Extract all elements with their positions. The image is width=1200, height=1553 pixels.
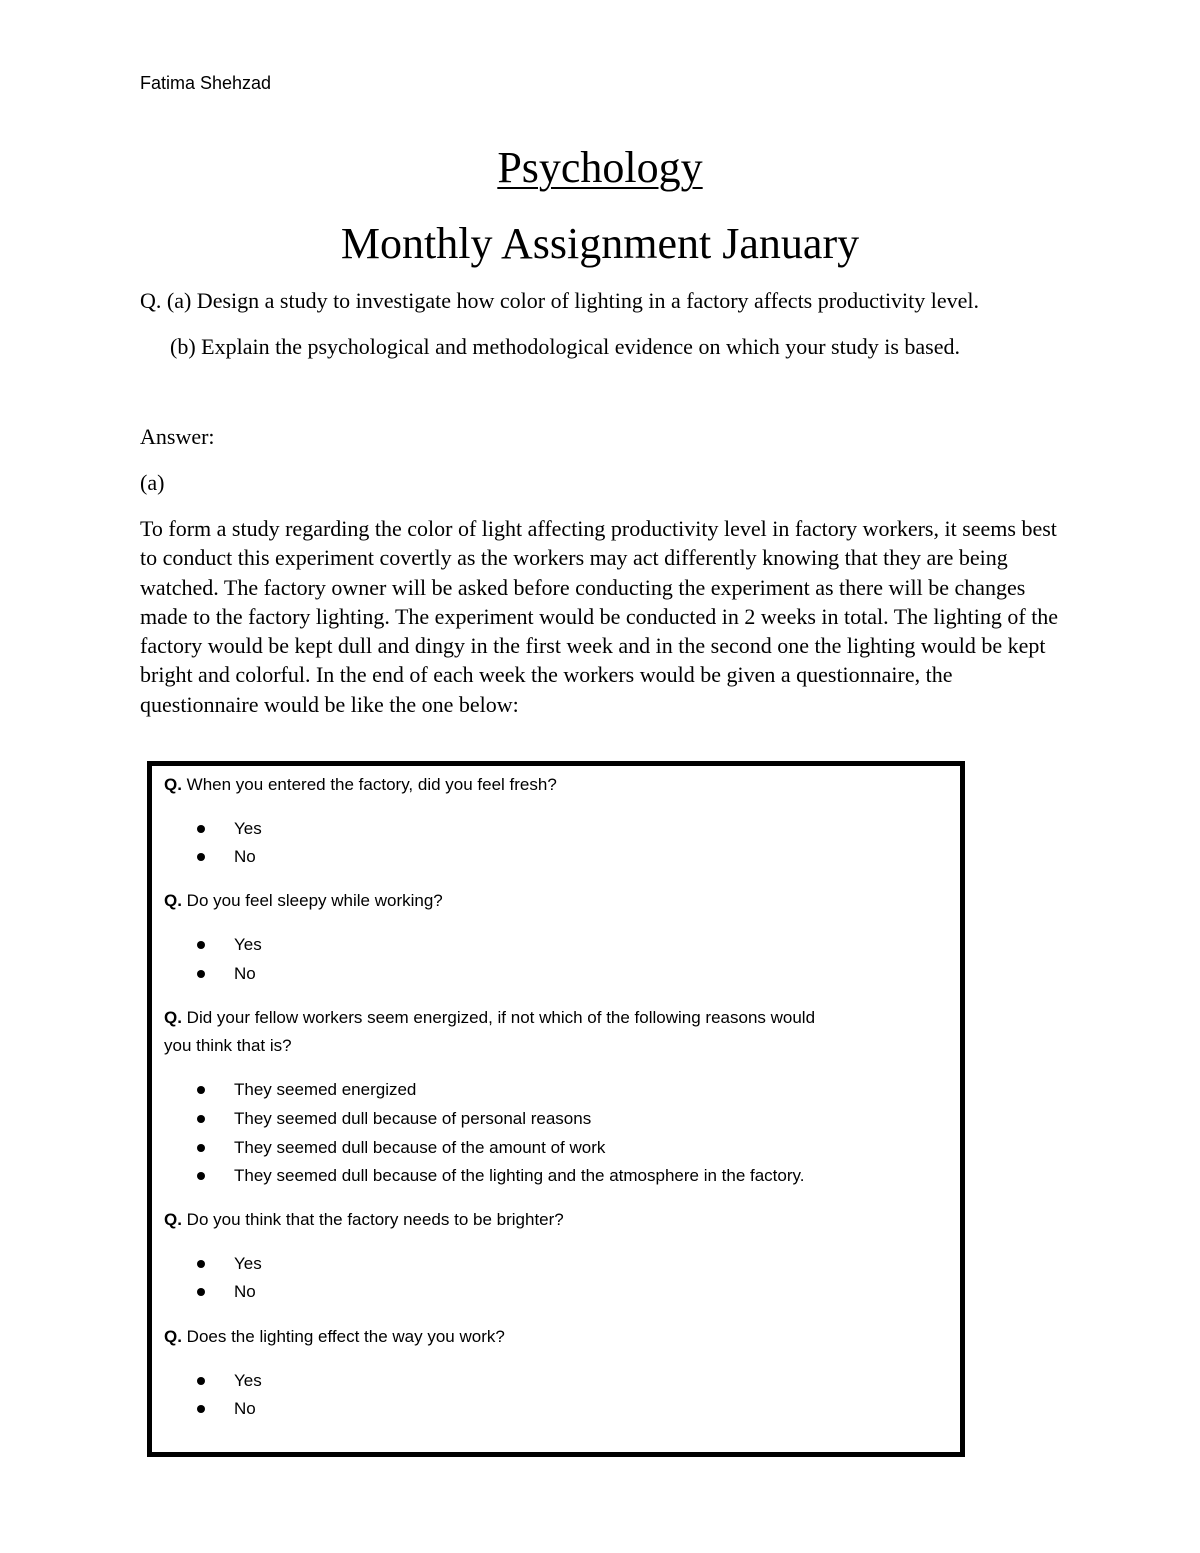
bullet-icon xyxy=(197,825,205,833)
question-prefix: Q. xyxy=(164,775,182,794)
option: No xyxy=(234,1399,256,1418)
question-prefix: Q. xyxy=(164,891,182,910)
option: Yes xyxy=(234,1371,262,1390)
option: Yes xyxy=(234,935,262,954)
page-subtitle: Monthly Assignment January xyxy=(340,219,860,268)
questionnaire-question-1 xyxy=(164,775,557,795)
option: Yes xyxy=(234,819,262,838)
option: Yes xyxy=(234,1254,262,1273)
answer-label: Answer: xyxy=(140,424,215,449)
option: No xyxy=(234,964,256,983)
option: They seemed dull because of personal reasons xyxy=(234,1109,592,1128)
bullet-icon xyxy=(197,970,205,978)
questionnaire-question-3 xyxy=(164,1008,815,1028)
question-text: When you entered the factory, did you feel fresh? xyxy=(181,775,557,794)
questionnaire-question-4 xyxy=(164,1210,564,1230)
questionnaire-question-3-continued: you think that is? xyxy=(164,1036,292,1055)
answer-paragraph: To form a study regarding the color of light affecting productivity level in factory workers, it seems best to conduct this experiment covertly as the workers may act differently knowing that they are being watched. The factory owner will be asked before conducting the experiment as there will be changes made to the factory lighting. The experiment would be conducted in 2 weeks in total. The lighting of the factory would be kept dull and dingy in the first week and in the second one the lighting would be kept bright and colorful. In the end of each week the workers would be given a questionnaire, the questionnaire would be like the one below: xyxy=(140,516,1059,717)
bullet-icon xyxy=(197,1144,205,1152)
questionnaire-question-2 xyxy=(164,891,443,911)
bullet-icon xyxy=(197,941,205,949)
question-part-b: (b) Explain the psychological and methodological evidence on which your study is based. xyxy=(170,334,960,359)
option: They seemed dull because of the amount of work xyxy=(234,1138,606,1157)
bullet-icon xyxy=(197,853,205,861)
option: They seemed energized xyxy=(234,1080,417,1099)
answer-part-a-label: (a) xyxy=(140,470,165,495)
bullet-icon xyxy=(197,1260,205,1268)
question-part-a: Q. (a) Design a study to investigate how color of lighting in a factory affects productivity level. xyxy=(140,288,980,313)
bullet-icon xyxy=(197,1086,205,1094)
bullet-icon xyxy=(197,1172,205,1180)
bullet-icon xyxy=(197,1377,205,1385)
bullet-icon xyxy=(197,1115,205,1123)
question-text: Do you think that the factory needs to be brighter? xyxy=(181,1210,564,1229)
question-prefix: Q. xyxy=(164,1008,182,1027)
option: No xyxy=(234,847,256,866)
question-text: Do you feel sleepy while working? xyxy=(181,891,443,910)
option: They seemed dull because of the lighting and the atmosphere in the factory. xyxy=(234,1166,805,1185)
bullet-icon xyxy=(197,1288,205,1296)
author-name: Fatima Shehzad xyxy=(140,73,272,93)
question-prefix: Q. xyxy=(164,1327,182,1346)
question-text: Did your fellow workers seem energized, if not which of the following reasons would xyxy=(181,1008,816,1027)
bullet-icon xyxy=(197,1405,205,1413)
option: No xyxy=(234,1282,256,1301)
question-text: Does the lighting effect the way you work? xyxy=(181,1327,505,1346)
question-prefix: Q. xyxy=(164,1210,182,1229)
questionnaire-question-5 xyxy=(164,1327,505,1347)
page-title: Psychology xyxy=(497,143,703,192)
